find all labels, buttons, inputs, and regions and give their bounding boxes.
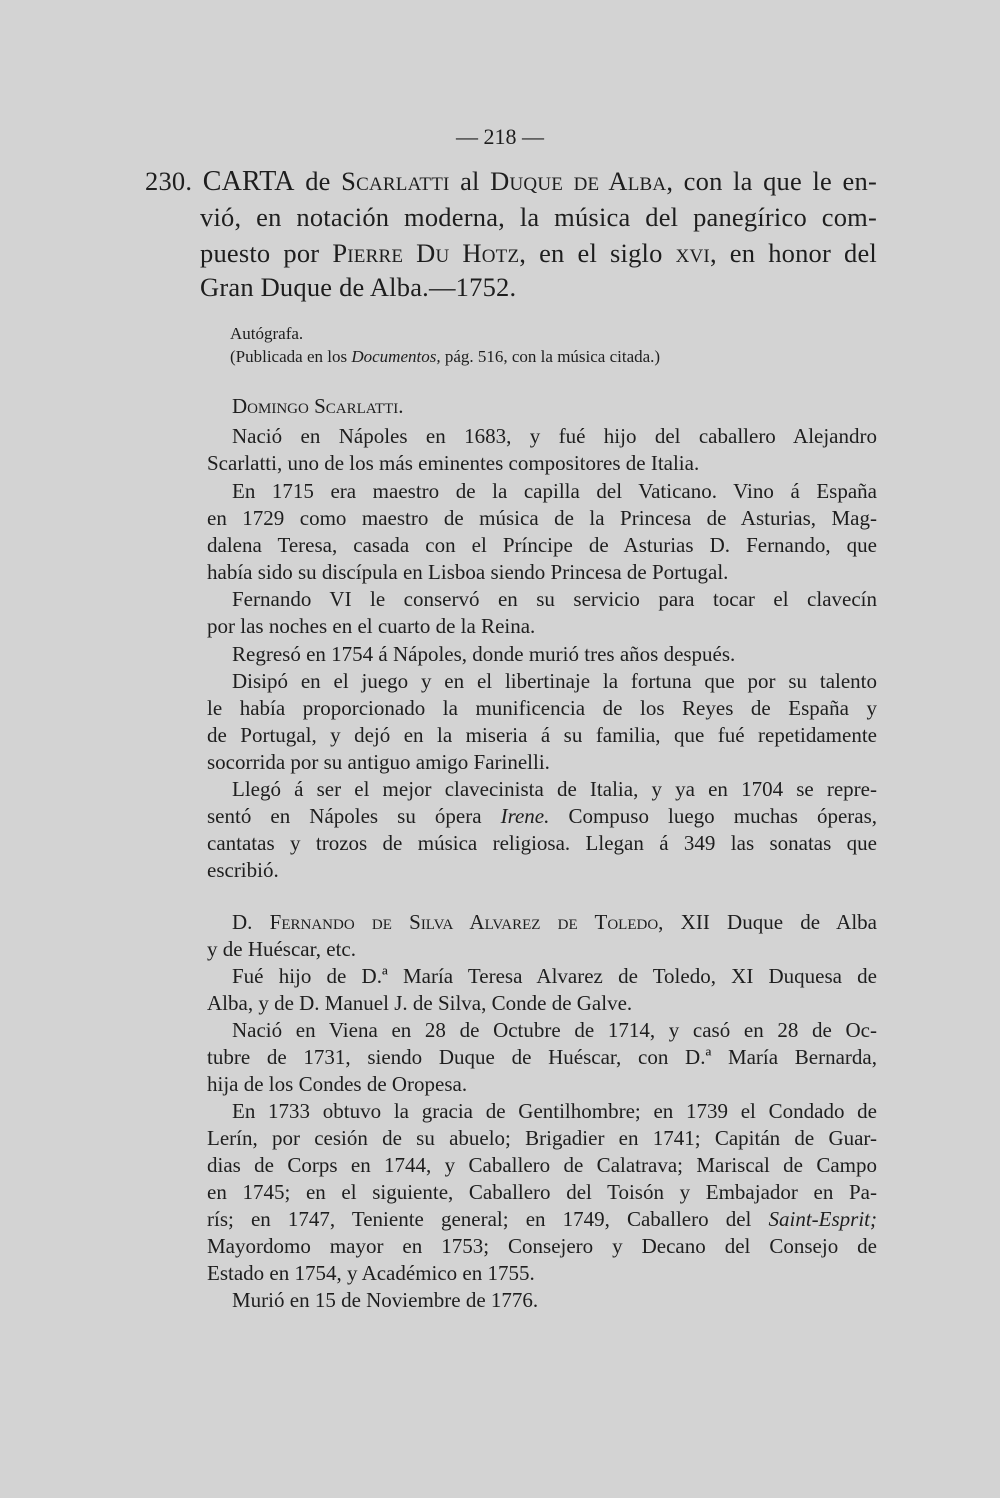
bio-line: dalena Teresa, casada con el Príncipe de Asturias D. Fernando, que [207,533,877,557]
bio-line: tubre de 1731, siendo Duque de Huéscar, con D.ª María Bernarda, [207,1045,877,1069]
bio-line: en 1745; en el siguiente, Caballero del Toisón y Embajador en Pa- [207,1180,877,1204]
bio-text: Compuso luego muchas óperas, [549,804,877,828]
bio-line: Murió en 15 de Noviembre de 1776. [232,1288,539,1312]
bio-line: cantatas y trozos de música religiosa. Llegan á 349 las sonatas que [207,831,877,855]
bio-line: Nació en Nápoles en 1683, y fué hijo del caballero Alejandro [232,424,877,448]
entry-text: , con la que le en- [666,166,877,196]
bio-line: Scarlatti, uno de los más eminentes compositores de Italia. [207,451,700,475]
entry-line-4: Gran Duque de Alba.—1752. [200,272,517,302]
bio-line: había sido su discípula en Lisboa siendo Princesa de Portugal. [207,560,729,584]
biography-heading: Domingo Scarlatti. [232,394,404,418]
biography-heading [232,910,877,935]
bio-line: Lerín, por cesión de su abuelo; Brigadier en 1741; Capitán de Guar- [207,1126,877,1150]
entry-text: puesto por [200,238,333,268]
bio-line [207,1207,877,1232]
author-name: Scarlatti [341,166,450,196]
opera-title: Irene. [500,804,550,828]
bio-line: Fué hijo de D.ª María Teresa Alvarez de Toledo, XI Duquesa de [232,964,877,988]
bio-line: socorrida por su antiguo amigo Farinelli. [207,750,550,774]
bio-line: Estado en 1754, y Académico en 1755. [207,1261,535,1285]
duke-name: Fernando de Silva Alvarez de Toledo [269,910,659,934]
bio-text: sentó en Nápoles su ópera [207,804,501,828]
bio-text: rís; en 1747, Teniente general; en 1749, Caballero del [207,1207,769,1231]
entry-line-1 [145,166,877,198]
bio-line: Llegó á ser el mejor clavecinista de Italia, y ya en 1704 se repre- [232,777,877,801]
bio-line: hija de los Condes de Oropesa. [207,1072,468,1096]
entry-text: , en el siglo [519,238,676,268]
note-italic: Documentos, [351,347,441,366]
century: xvi [675,238,710,268]
bio-line: dias de Corps en 1744, y Caballero de Calatrava; Mariscal de Campo [207,1153,877,1177]
entry-text: , en honor del [709,238,877,268]
order-name: Saint-Esprit; [768,1207,877,1231]
composer-name: Pierre Du Hotz [332,238,520,268]
bio-line: Mayordomo mayor en 1753; Consejero y Decano del Consejo de [207,1234,877,1258]
bio-line: Nació en Viena en 28 de Octubre de 1714, y casó en 28 de Oc- [232,1018,877,1042]
entry-text: de [294,166,342,196]
bio-line: Fernando VI le conservó en su servicio para tocar el clavecín [232,587,877,611]
bio-text: D. [232,910,270,934]
bio-text: , XII Duque de Alba [658,910,877,934]
bio-line: escribió. [207,858,279,882]
recipient-name: Duque de Alba [490,166,667,196]
entry-line-2: vió, en notación moderna, la música del panegírico com- [200,202,877,232]
autograph-note: Autógrafa. [230,324,304,343]
bio-line: Disipó en el juego y en el libertinaje la fortuna que por su talento [232,669,877,693]
bio-line: Alba, y de D. Manuel J. de Silva, Conde de Galve. [207,991,633,1015]
entry-number: 230. [145,166,193,196]
bio-line: por las noches en el cuarto de la Reina. [207,614,536,638]
published-note [230,347,660,367]
bio-line: Regresó en 1754 á Nápoles, donde murió tres años después. [232,642,736,666]
bio-line [207,804,877,829]
note-text: pág. 516, con la música citada.) [440,347,661,366]
bio-line: de Portugal, y dejó en la miseria á su familia, que fué repetidamente [207,723,877,747]
bio-line: En 1733 obtuvo la gracia de Gentilhombre; en 1739 el Condado de [232,1099,877,1123]
bio-line: y de Huéscar, etc. [207,937,356,961]
page-number: — 218 — [456,124,544,149]
bio-line: le había proporcionado la munificencia de los Reyes de España y [207,696,877,720]
entry-line-3 [200,238,877,269]
note-text: (Publicada en los [230,347,352,366]
entry-text: al [449,166,491,196]
bio-line: En 1715 era maestro de la capilla del Vaticano. Vino á España [232,479,877,503]
bio-line: en 1729 como maestro de música de la Princesa de Asturias, Mag- [207,506,877,530]
entry-title: CARTA [202,166,295,197]
